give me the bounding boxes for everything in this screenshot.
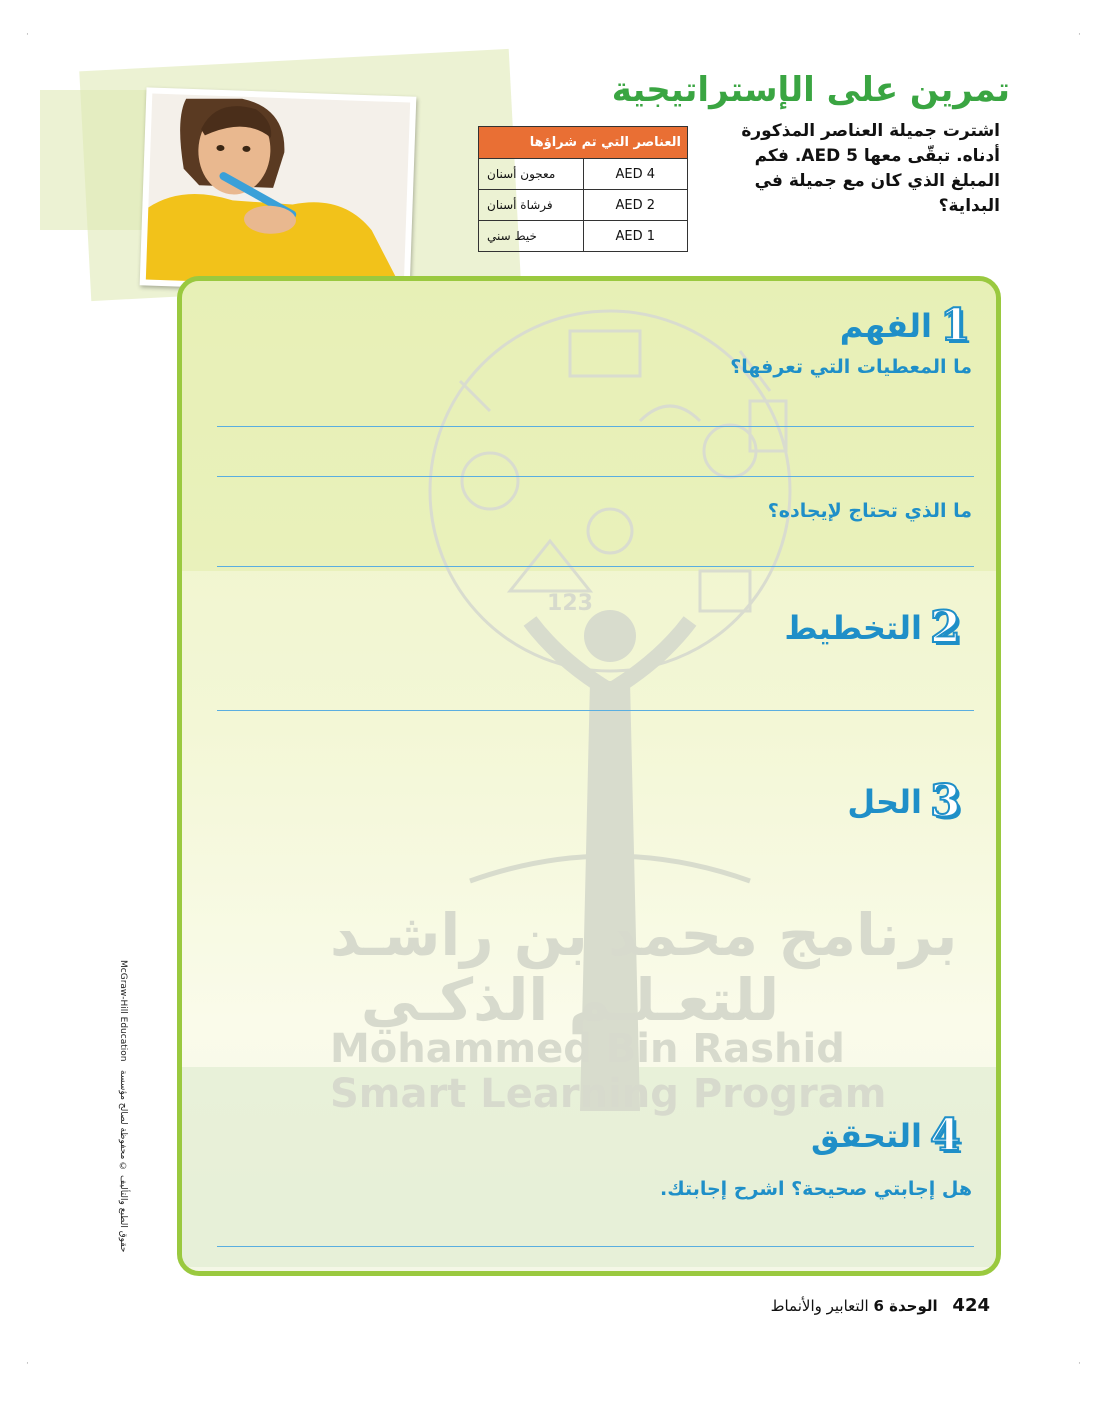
copyright-sidebar: [104, 960, 128, 1253]
watermark-english-line1: Mohammed Bin Rashid: [330, 1026, 845, 1072]
watermark-arabic-line1: برنامج محمد بن راشـد: [330, 901, 958, 969]
page-title: تمرين على الإستراتيجية: [611, 70, 1010, 110]
watermark-badge: 123: [547, 591, 593, 616]
answer-line[interactable]: [217, 710, 974, 711]
step-3-number: 3: [930, 776, 961, 827]
table-header: العناصر التي تم شراؤها: [479, 127, 688, 159]
answer-line[interactable]: [217, 476, 974, 477]
page-footer: [771, 1295, 990, 1316]
answer-line[interactable]: [217, 1246, 974, 1247]
table-row: [479, 221, 688, 252]
watermark-english-line2: Smart Learning Program: [330, 1071, 887, 1117]
crop-mark: ·: [26, 30, 29, 40]
item-price: AED 1: [583, 221, 688, 252]
step-1-question-2: ما الذي تحتاج لإيجاده؟: [767, 500, 972, 522]
problem-statement: اشترت جميلة العناصر المذكورة أدناه. تبقّى معها AED 5. فكم المبلغ الذي كان مع جميلة في البداية؟: [741, 121, 1000, 216]
step-3-title: الحل: [847, 783, 922, 821]
step-2-title: التخطيط: [784, 609, 922, 647]
item-name: فرشاة أسنان: [479, 190, 584, 221]
crop-mark: ·: [26, 1359, 29, 1369]
step-2-number: 2: [930, 602, 961, 653]
step-1-question-1: ما المعطيات التي تعرفها؟: [730, 356, 972, 378]
table-row: [479, 190, 688, 221]
copyright-notice: حقوق الطبع والتأليف © محفوظة لصالح مؤسسة: [118, 1070, 128, 1253]
item-name: معجون أسنان: [479, 159, 584, 190]
step-4-title: التحقق: [811, 1117, 922, 1155]
unit-label: الوحدة 6: [873, 1297, 938, 1315]
purchased-items-table: [478, 126, 688, 252]
step-4-number: 4: [930, 1110, 961, 1161]
publisher-name: McGraw-Hill Education: [118, 960, 128, 1062]
step-4-question: هل إجابتي صحيحة؟ اشرح إجابتك.: [660, 1178, 972, 1200]
crop-mark: ·: [1078, 30, 1081, 40]
step-1-title: الفهم: [839, 307, 932, 345]
item-price: AED 2: [583, 190, 688, 221]
item-name: خيط سني: [479, 221, 584, 252]
answer-line[interactable]: [217, 426, 974, 427]
crop-mark: ·: [1078, 1359, 1081, 1369]
girl-brushing-teeth-photo: [140, 87, 417, 294]
unit-title: التعابير والأنماط: [770, 1297, 869, 1315]
answer-line[interactable]: [217, 566, 974, 567]
table-row: [479, 159, 688, 190]
step-1-number: 1: [940, 300, 971, 351]
watermark-arabic-line2: للتعـلـم الذكـي: [360, 966, 780, 1034]
table-header-row: [479, 127, 688, 159]
page-number: 424: [952, 1295, 990, 1316]
item-price: AED 4: [583, 159, 688, 190]
